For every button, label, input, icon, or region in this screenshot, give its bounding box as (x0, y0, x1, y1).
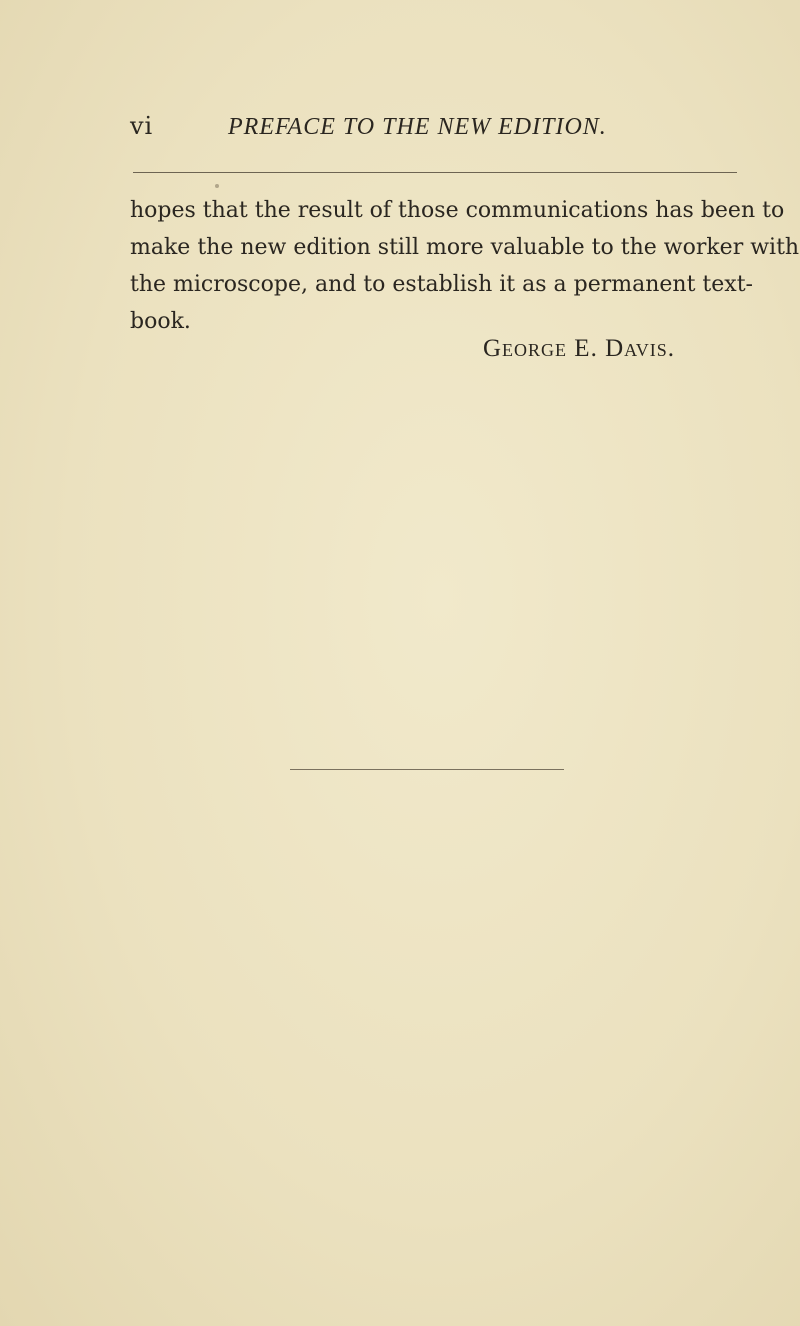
page-number: vi (130, 112, 154, 140)
text-line: make the new edition still more valuable to the worker with (130, 235, 800, 260)
preface-paragraph (130, 192, 800, 340)
print-speck (215, 184, 219, 188)
author-signature: George E. Davis. (483, 335, 676, 362)
text-line: hopes that the result of those communications has been to (130, 198, 785, 223)
footer-rule (290, 769, 564, 770)
text-line: book. (130, 309, 191, 334)
running-head: PREFACE TO THE NEW EDITION. (228, 114, 607, 140)
header-rule (133, 172, 737, 173)
text-line: the microscope, and to establish it as a permanent text- (130, 272, 753, 297)
